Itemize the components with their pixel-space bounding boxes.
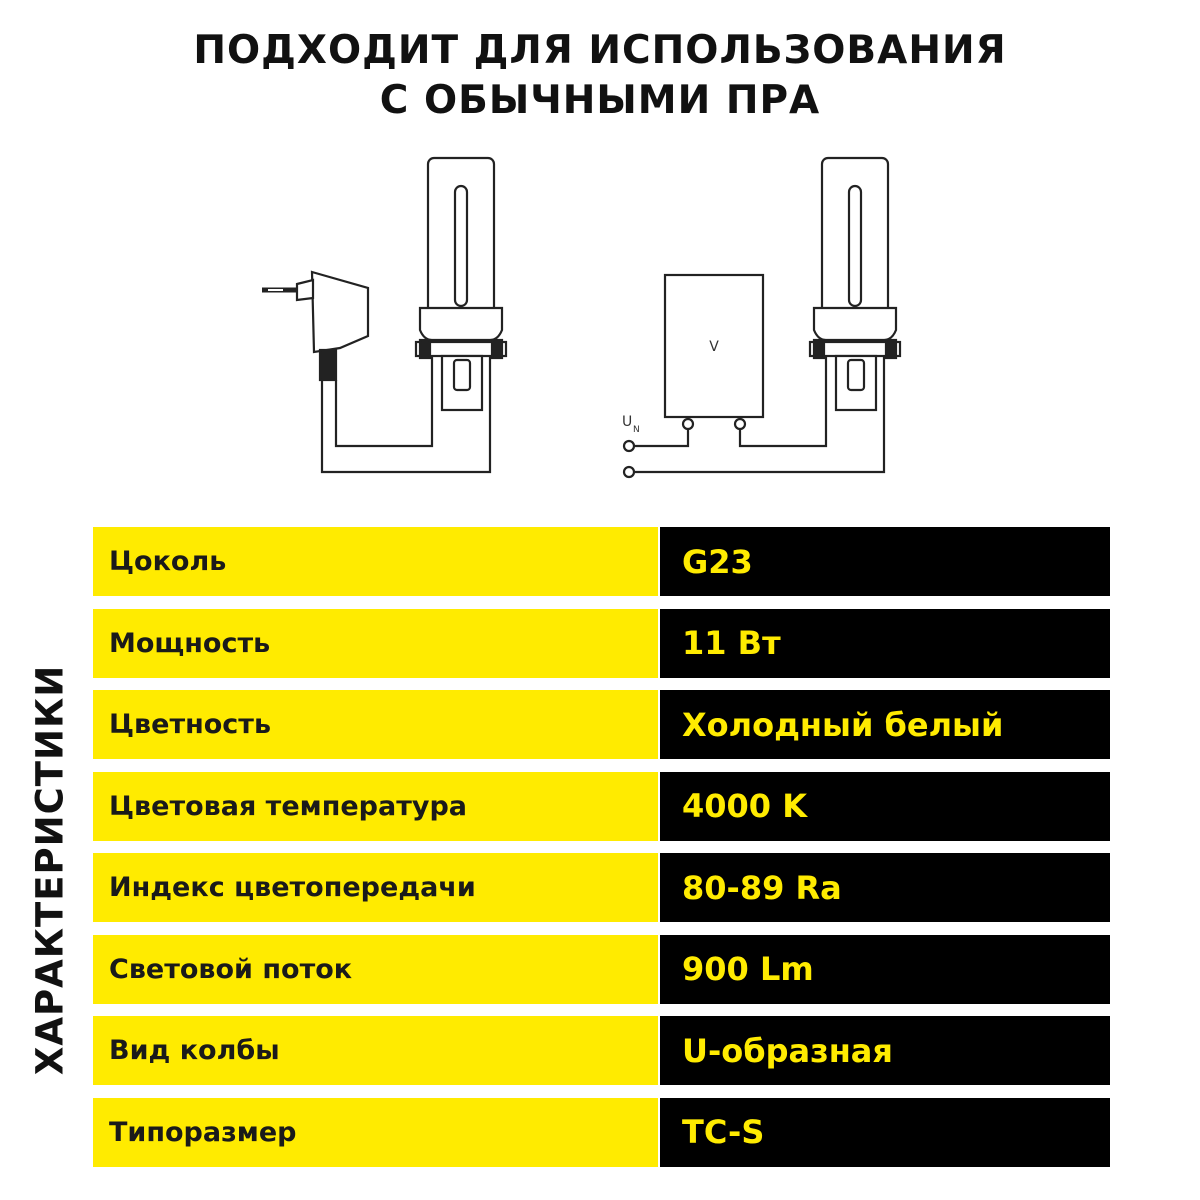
lamp-left-icon xyxy=(416,158,506,410)
voltage-label: U xyxy=(622,414,633,430)
spec-value: U-образная xyxy=(660,1016,1110,1085)
spec-value: G23 xyxy=(660,527,1110,596)
specs-table xyxy=(93,527,1110,1179)
spec-key: Световой поток xyxy=(93,935,658,1004)
spec-value: 11 Вт xyxy=(660,609,1110,678)
spec-row xyxy=(93,935,1110,1004)
spec-row xyxy=(93,527,1110,596)
lamp-right-icon xyxy=(810,158,900,410)
spec-key: Цоколь xyxy=(93,527,658,596)
spec-key: Мощность xyxy=(93,609,658,678)
plug-adapter-icon xyxy=(262,272,368,380)
spec-key: Вид колбы xyxy=(93,1016,658,1085)
characteristics-vertical-label xyxy=(20,655,80,1085)
spec-value: Холодный белый xyxy=(660,690,1110,759)
spec-row xyxy=(93,853,1110,922)
spec-row xyxy=(93,609,1110,678)
spec-row xyxy=(93,1098,1110,1167)
ballast-label: V xyxy=(709,339,719,355)
spec-value: TC-S xyxy=(660,1098,1110,1167)
title-line-2: С ОБЫЧНЫМИ ПРА xyxy=(379,78,821,123)
title-line-1: ПОДХОДИТ ДЛЯ ИСПОЛЬЗОВАНИЯ xyxy=(193,28,1007,73)
spec-key: Цветность xyxy=(93,690,658,759)
wiring-diagram xyxy=(0,140,1200,510)
spec-value: 80-89 Ra xyxy=(660,853,1110,922)
characteristics-label-text: ХАРАКТЕРИСТИКИ xyxy=(28,664,72,1076)
spec-key: Индекс цветопередачи xyxy=(93,853,658,922)
spec-value: 900 Lm xyxy=(660,935,1110,1004)
spec-row xyxy=(93,690,1110,759)
spec-key: Типоразмер xyxy=(93,1098,658,1167)
spec-value: 4000 K xyxy=(660,772,1110,841)
spec-key: Цветовая температура xyxy=(93,772,658,841)
spec-row xyxy=(93,1016,1110,1085)
page-title xyxy=(0,26,1200,126)
voltage-subscript: N xyxy=(633,425,640,435)
spec-row xyxy=(93,772,1110,841)
